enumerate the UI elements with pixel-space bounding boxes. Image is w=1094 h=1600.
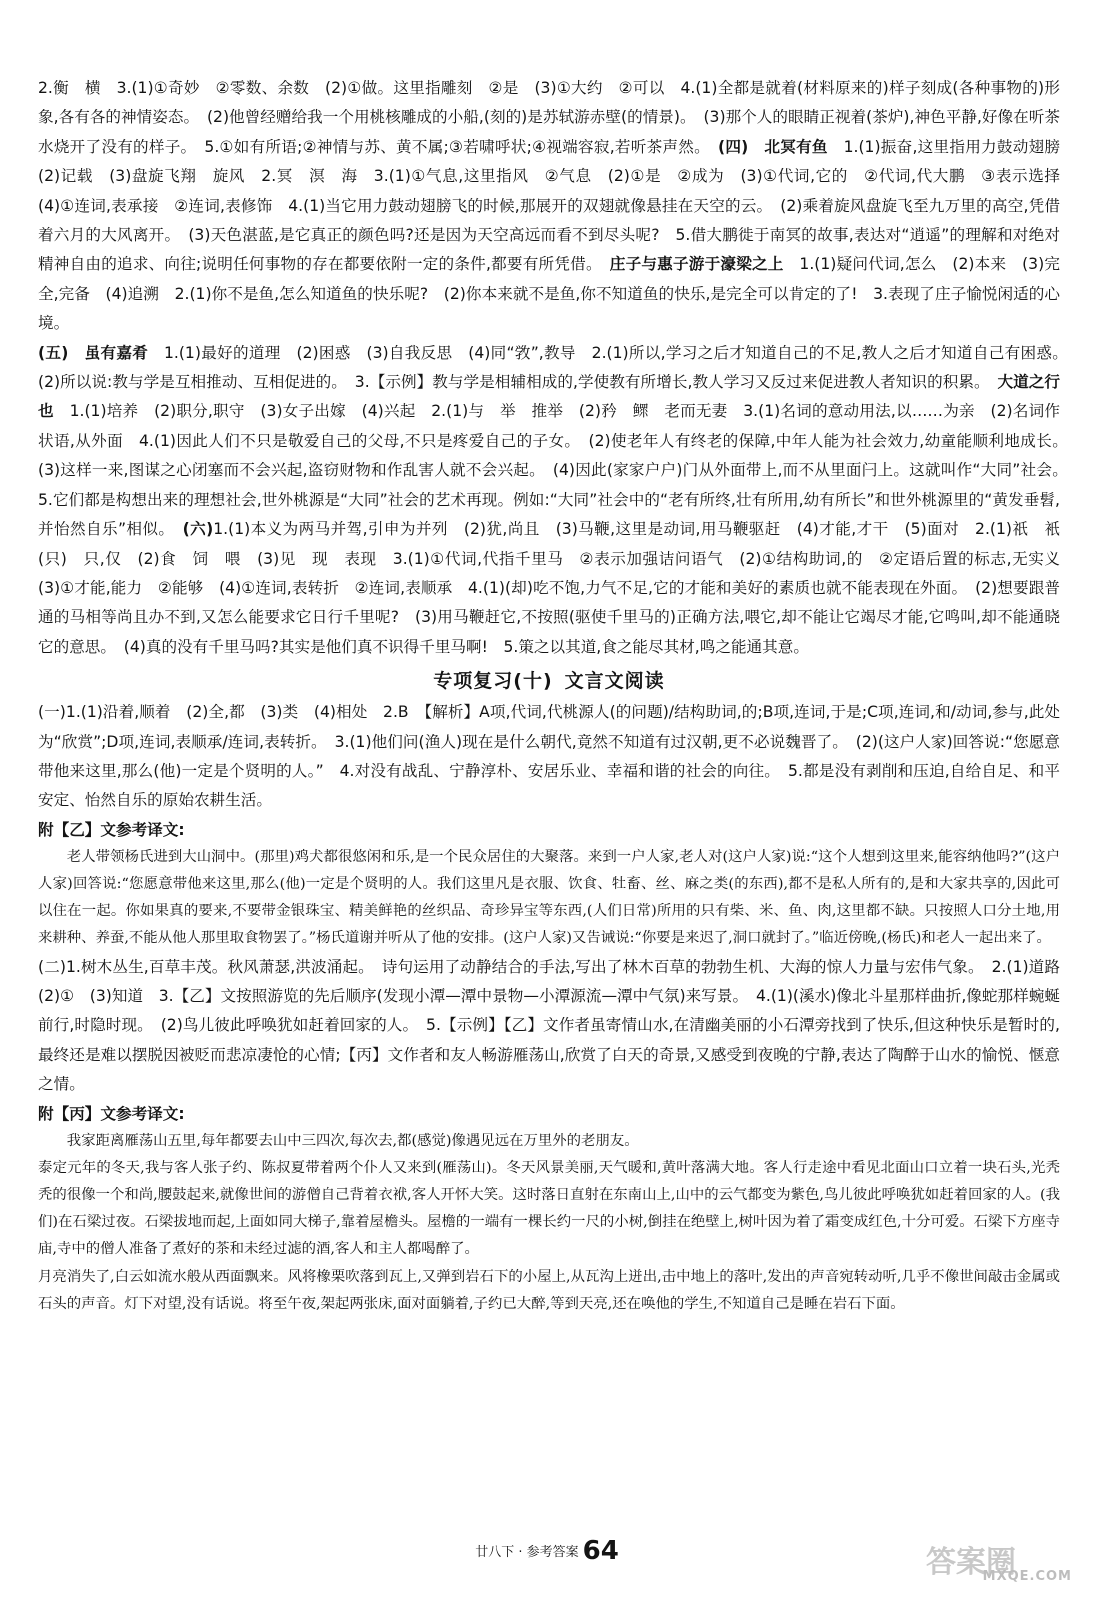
section-title: 专项复习(十) 文言文阅读 — [433, 670, 665, 693]
translation-yi: 老人带领杨氏进到大山洞中。(那里)鸡犬都很悠闲和乐,是一个民众居住的大聚落。来到一户人家,老人对(这户人家)说:“这个人想到这里来,能容纳他吗?”(这户人家)回答说:“您愿意带他来这里,那么(他)一定是个贤明的人。我们这里凡是衣服、饮食、牡畜、丝、麻之类(的东西),都不是私人所有的,是和大家共享的,因此可以住在一起。你如果真的要来,不要带金银珠宝、精美鲜艳的丝织品、奇珍异宝等东西,(人们日常)所用的只有柴、米、鱼、肉,这里都不缺。只按照人口分土地,用来耕种、养蚕,不能从他人那里取食物罢了。”杨氏道谢并听从了他的安排。(这户人家)又告诫说:“你要是来迟了,洞口就封了。”临近傍晚,(杨氏)和老人一起出来了。 — [38, 848, 1060, 947]
answer-paragraph-one: (一)1.(1)沿着,顺着 (2)全,都 (3)类 (4)相处 2.B 【解析】A项,代词,代桃源人(的问题)/结构助词,的;B项,连词,于是;C项,连词,和/动词,参与,此处为“欣赏”;D项,连词,表顺承/连词,表转折。 3.(1)他们问(渔人)现在是什么朝代,竟然不知道有过汉朝,更不必说魏晋了。 (2)(这户人家)回答说:“您愿意带他来这里,那么(他)一定是个贤明的人。” 4.对没有战乱、宁静淳朴、安居乐业、幸福和谐的社会的向往。 5.都是没有剥削和压迫,自给自足、和平安定、怡然自乐的原始农耕生活。 — [38, 703, 1060, 810]
watermark-logo: 答案圈 MXQE.COM — [926, 1545, 1072, 1584]
heading-six: (六) — [182, 520, 214, 539]
answer-paragraph-five: (五) 虽有嘉肴 1.(1)最好的道理 (2)困惑 (3)自我反思 (4)同“敩”,教导 2.(1)所以,学习之后才知道自己的不足,教人之后才知道自己有困惑。 (2)所以说:教与学是互相推动、互相促进的。 3.【示例】教与学是相辅相成的,学使教有所增长,教人学习又反过来促进教人者知识的积累。 大道之行也 1.(1)培养 (2)职分,职守 (3)女子出嫁 (4)兴起 2.(1)与 举 推举 (2)矜 鳏 老而无妻 3.(1)名词的意动用法,以……为亲 (2)名词作状语,从外面 4.(1)因此人们不只是敬爱自己的父母,不只是疼爱自己的子女。 (2)使老年人有终老的保障,中年人能为社会效力,幼童能顺利地成长。 (3)这样一来,图谋之心闭塞而不会兴起,盗窃财物和作乱害人就不会兴起。 (4)因此(家家户户)门从外面带上,而不从里面闩上。这就叫作“大同”社会。 5.它们都是构想出来的理想社会,世外桃源是“大同”社会的艺术再现。例如:“大同”社会中的“老有所终,壮有所用,幼有所长”和世外桃源里的“黄发垂髫,并怡然自乐”相似。 (六)1.(1)本义为两马并驾,引申为并列 (2)犹,尚且 (3)马鞭,这里是动词,用马鞭驱赶 (4)才能,才干 (5)面对 2.(1)祇 衹(只) 只,仅 (2)食 饲 喂 (3)见 现 表现 3.(1)①代词,代指千里马 ②表示加强诘问语气 (2)①结构助词,的 ②定语后置的标志,无实义 (3)①才能,能力 ②能够 (4)①连词,表转折 ②连词,表顺承 4.(1)(却)吃不饱,力气不足,它的才能和美好的素质也就不能表现在外面。 (2)想要跟普通的马相等尚且办不到,又怎么能要求它日行千里呢? (3)用马鞭赶它,不按照(驱使千里马的)正确方法,喂它,却不能让它竭尽才能,它鸣叫,却不能通晓它的意思。 (4)真的没有千里马吗?其实是他们真不识得千里马啊! 5.策之以其道,食之能尽其材,鸣之能通其意。 — [38, 343, 1076, 656]
heading-datong: 大道之行也 — [38, 373, 1060, 421]
heading-north-sea-fish: (四) 北冥有鱼 — [717, 137, 828, 156]
heading-zhuangzi: 庄子与惠子游于濠梁之上 — [609, 255, 784, 274]
answer-paragraph-intro: 2.衡 横 3.(1)①奇妙 ②零数、余数 (2)①做。这里指雕刻 ②是 (3)①大约 ②可以 4.(1)全都是就着(材料原来的)样子刻成(各种事物的)形象,各有各的神情姿态。 (2)他曾经赠给我一个用桃核雕成的小船,(刻的)是苏轼游赤壁(的情景)。 (3)那个人的眼睛正视着(茶炉),神色平静,好像在听茶水烧开了没有的样子。 5.①如有所语;②神情与苏、黄不属;③若啸呼状;④视端容寂,若听茶声然。 (四) 北冥有鱼 1.(1)振奋,这里指用力鼓动翅膀 (2)记载 (3)盘旋飞翔 旋风 2.冥 溟 海 3.(1)①气息,这里指风 ②气息 (2)①是 ②成为 (3)①代词,它的 ②代词,代大鹏 ③表示选择 (4)①连词,表承接 ②连词,表修饰 4.(1)当它用力鼓动翅膀飞的时候,那展开的双翅就像悬挂在天空的云。 (2)乘着旋风盘旋飞至九万里的高空,凭借着六月的大风离开。 (3)天色湛蓝,是它真正的颜色吗?还是因为天空高远而看不到尽头呢? 5.借大鹏徙于南冥的故事,表达对“逍遥”的理解和对绝对精神自由的追求、向往;说明任何事物的存在都要依附一定的条件,都要有所凭借。 庄子与惠子游于濠梁之上 1.(1)疑问代词,怎么 (2)本来 (3)完全,完备 (4)追溯 2.(1)你不是鱼,怎么知道鱼的快乐呢? (2)你本来就不是鱼,你不知道鱼的快乐,是完全可以肯定的了! 3.表现了庄子愉悦闲适的心境。 — [38, 79, 1076, 333]
heading-five: (五) 虽有嘉肴 — [38, 343, 149, 362]
translation-bing-1: 我家距离雁荡山五里,每年都要去山中三四次,每次去,都(感觉)像遇见远在万里外的老朋友。 — [66, 1132, 639, 1149]
translation-heading-bing: 附【丙】文参考译文: — [38, 1104, 185, 1123]
footer-label: 廿八下 · 参考答案 — [475, 1545, 579, 1560]
translation-bing-3: 月亮消失了,白云如流水般从西面飘来。风将橡栗吹落到瓦上,又弹到岩石下的小屋上,从瓦沟上迸出,击中地上的落叶,发出的声音宛转动听,几乎不像世间敲击金属或石头的声音。灯下对望,没有话说。将至午夜,架起两张床,面对面躺着,子约已大醉,等到天亮,还在唤他的学生,不知道自己是睡在岩石下面。 — [38, 1268, 1060, 1312]
page-number: 64 — [582, 1536, 619, 1566]
translation-bing-2: 泰定元年的冬天,我与客人张子约、陈叔夏带着两个仆人又来到(雁荡山)。冬天风景美丽,天气暖和,黄叶落满大地。客人行走途中看见北面山口立着一块石头,光秃秃的很像一个和尚,腰鼓起来,就像世间的游僧自己背着衣袱,客人开怀大笑。这时落日直射在东南山上,山中的云气都变为紫色,鸟儿彼此呼唤犹如赶着回家的人。(我们)在石梁过夜。石梁拔地而起,上面如同大梯子,靠着屋檐头。屋檐的一端有一棵长约一尺的小树,倒挂在绝壁上,树叶因为着了霜变成红色,十分可爱。石梁下方座寺庙,寺中的僧人准备了煮好的茶和未经过滤的酒,客人和主人都喝醉了。 — [38, 1159, 1060, 1258]
answer-paragraph-two: (二)1.树木丛生,百草丰茂。秋风萧瑟,洪波涌起。 诗句运用了动静结合的手法,写出了林木百草的勃勃生机、大海的惊人力量与宏伟气象。 2.(1)道路 (2)① (3)知道 3.【乙】文按照游览的先后顺序(发现小潭—潭中景物—小潭源流—潭中气氛)来写景。 4.(1)(溪水)像北斗星那样曲折,像蛇那样蜿蜒前行,时隐时现。 (2)鸟儿彼此呼唤犹如赶着回家的人。 5.【示例】【乙】文作者虽寄情山水,在清幽美丽的小石潭旁找到了快乐,但这种快乐是暂时的,最终还是难以摆脱因被贬而悲凉凄怆的心情;【丙】文作者和友人畅游雁荡山,欣赏了白天的奇景,又感受到夜晚的宁静,表达了陶醉于山水的愉悦、惬意之情。 — [38, 957, 1076, 1094]
translation-heading-yi: 附【乙】文参考译文: — [38, 820, 185, 839]
answer-page — [38, 74, 1076, 1318]
